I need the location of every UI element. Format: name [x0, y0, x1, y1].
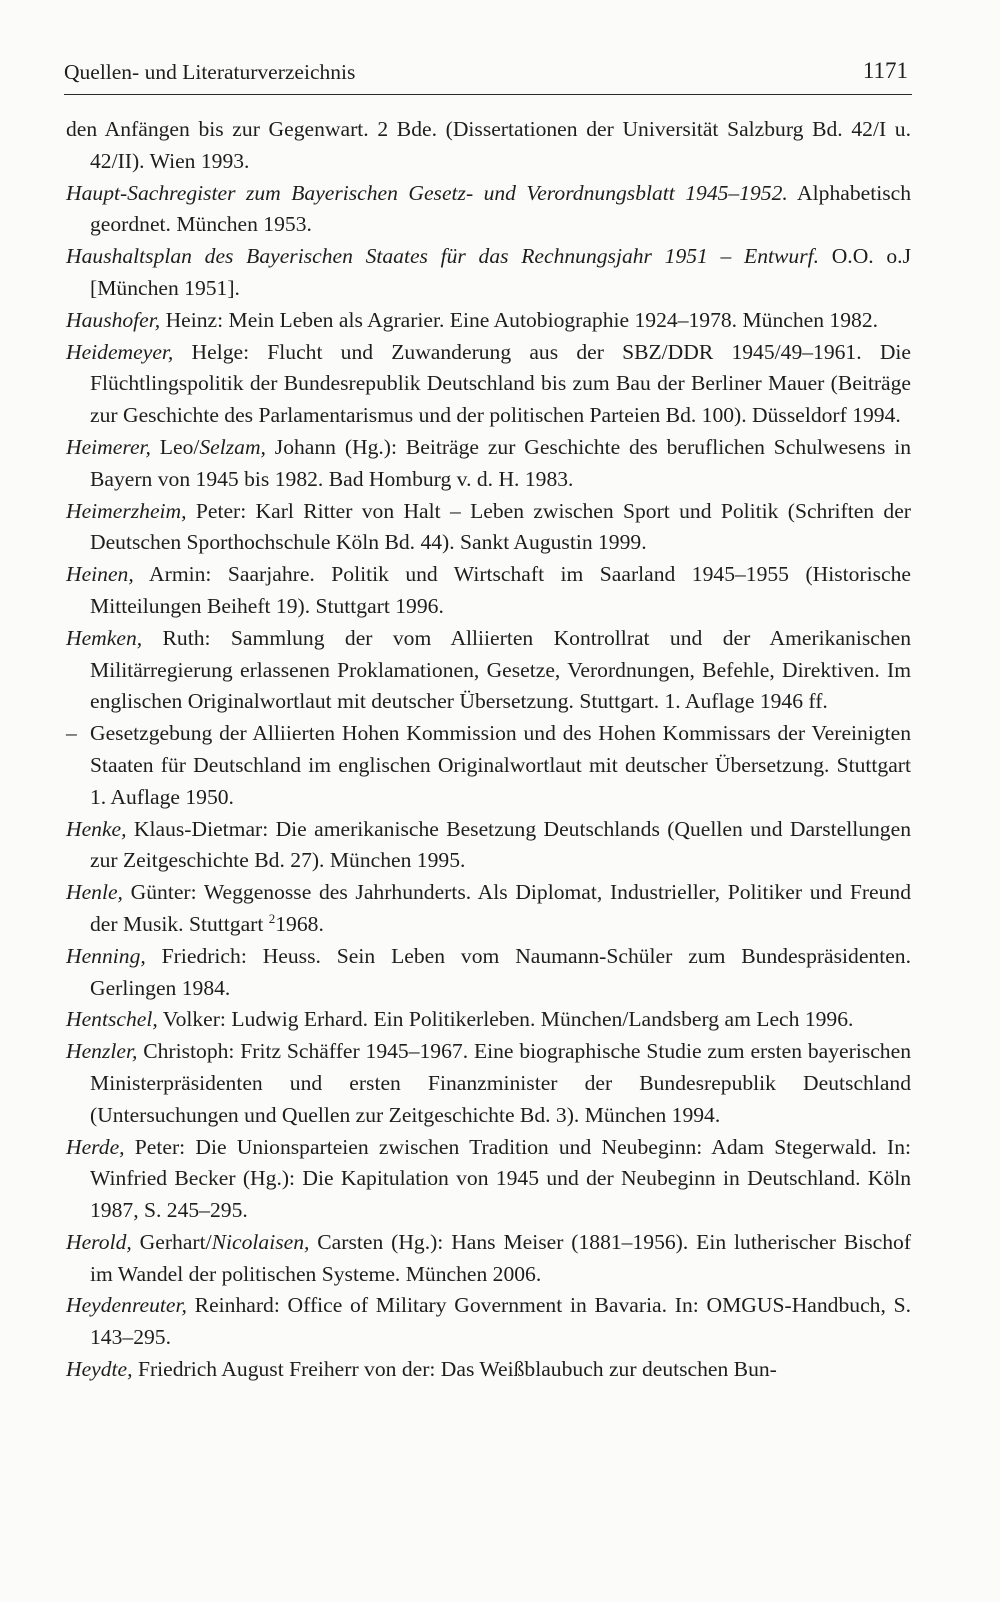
bibliography-entry: Heimerer, Leo/Selzam, Johann (Hg.): Beiträge zur Geschichte des beruflichen Schulwesens in Bayern von 1945 bis 1982. Bad Homburg v. d. H. 1983. [66, 434, 911, 491]
header-title: Quellen- und Literaturverzeichnis [64, 60, 356, 84]
running-header [64, 56, 912, 95]
bibliography-entry: Heimerzheim, Peter: Karl Ritter von Halt – Leben zwischen Sport und Politik (Schriften der Deutschen Sporthochschule Köln Bd. 44). Sankt Augustin 1999. [66, 498, 911, 555]
bibliography-entry: Haushofer, Heinz: Mein Leben als Agrarier. Eine Autobiographie 1924–1978. München 1982. [66, 307, 879, 332]
bibliography-entry-continuation: – Gesetzgebung der Alliierten Hohen Kommission und des Hohen Kommissars der Vereinigten Staaten für Deutschland im englischen Originalwortlaut mit deutscher Übersetzung. Stuttgart 1. Auflage 1950. [66, 718, 911, 813]
bibliography-entry: Henning, Friedrich: Heuss. Sein Leben vom Naumann-Schüler zum Bundespräsidenten. Gerlingen 1984. [66, 943, 911, 1000]
continuation-dash: – [66, 721, 77, 746]
bibliography-entry: Henle, Günter: Weggenosse des Jahrhunderts. Als Diplomat, Industrieller, Politiker und Freund der Musik. Stuttgart $^2$1968. [66, 880, 911, 936]
bibliography-entry: Henzler, Christoph: Fritz Schäffer 1945–1967. Eine biographische Studie zum ersten bayerischen Ministerpräsidenten und ersten Finanzminister der Bundesrepublik Deutschland (Untersuchungen und Quellen zur Zeitgeschichte Bd. 3). München 1994. [66, 1039, 911, 1127]
bibliography-entry: Hemken, Ruth: Sammlung der vom Alliierten Kontrollrat und der Amerikanischen Militärregierung erlassenen Proklamationen, Gesetze, Verordnungen, Befehle, Direktiven. Im englischen Originalwortlaut mit deutscher Übersetzung. Stuttgart. 1. Auflage 1946 ff. [66, 625, 911, 714]
bibliography-entry: Heidemeyer, Helge: Flucht und Zuwanderung aus der SBZ/DDR 1945/49–1961. Die Flüchtlingspolitik der Bundesrepublik Deutschland bis zum Bau der Berliner Mauer (Beiträge zur Geschichte des Parlamentarismus und der politischen Parteien Bd. 100). Düsseldorf 1994. [66, 339, 911, 428]
page-number: 1171 [862, 58, 908, 83]
bibliography-entry: Haupt-Sachregister zum Bayerischen Gesetz- und Verordnungsblatt 1945–1952. Alphabetisch geordnet. München 1953. [66, 180, 911, 237]
bibliography-entry: den Anfängen bis zur Gegenwart. 2 Bde. (Dissertationen der Universität Salzburg Bd. 42/I u. 42/II). Wien 1993. [66, 117, 911, 173]
bibliography-list [66, 114, 911, 1386]
bibliography-entry: Hentschel, Volker: Ludwig Erhard. Ein Politikerleben. München/Landsberg am Lech 1996. [66, 1007, 854, 1032]
edition-superscript: 2 [268, 910, 276, 926]
bibliography-entry: Herold, Gerhart/Nicolaisen, Carsten (Hg.): Hans Meiser (1881–1956). Ein lutherischer Bischof im Wandel der politischen Systeme. München 2006. [66, 1229, 912, 1286]
bibliography-entry: Heydte, Friedrich August Freiherr von der: Das Weißblaubuch zur deutschen Bun- [66, 1357, 777, 1382]
bibliography-entry: Heinen, Armin: Saarjahre. Politik und Wirtschaft im Saarland 1945–1955 (Historische Mitteilungen Beiheft 19). Stuttgart 1996. [66, 562, 911, 618]
bibliography-entry: Herde, Peter: Die Unionsparteien zwischen Tradition und Neubeginn: Adam Stegerwald. In: Winfried Becker (Hg.): Die Kapitulation von 1945 und der Neubeginn in Deutschland. Köln 1987, S. 245–295. [66, 1134, 911, 1223]
bibliography-entry: Haushaltsplan des Bayerischen Staates für das Rechnungsjahr 1951 – Entwurf. O.O. o.J [München 1951]. [66, 244, 911, 300]
bibliography-entry: Heydenreuter, Reinhard: Office of Military Government in Bavaria. In: OMGUS-Handbuch, S. 143–295. [66, 1293, 911, 1350]
bibliography-entry: Henke, Klaus-Dietmar: Die amerikanische Besetzung Deutschlands (Quellen und Darstellungen zur Zeitgeschichte Bd. 27). München 1995. [66, 816, 911, 873]
